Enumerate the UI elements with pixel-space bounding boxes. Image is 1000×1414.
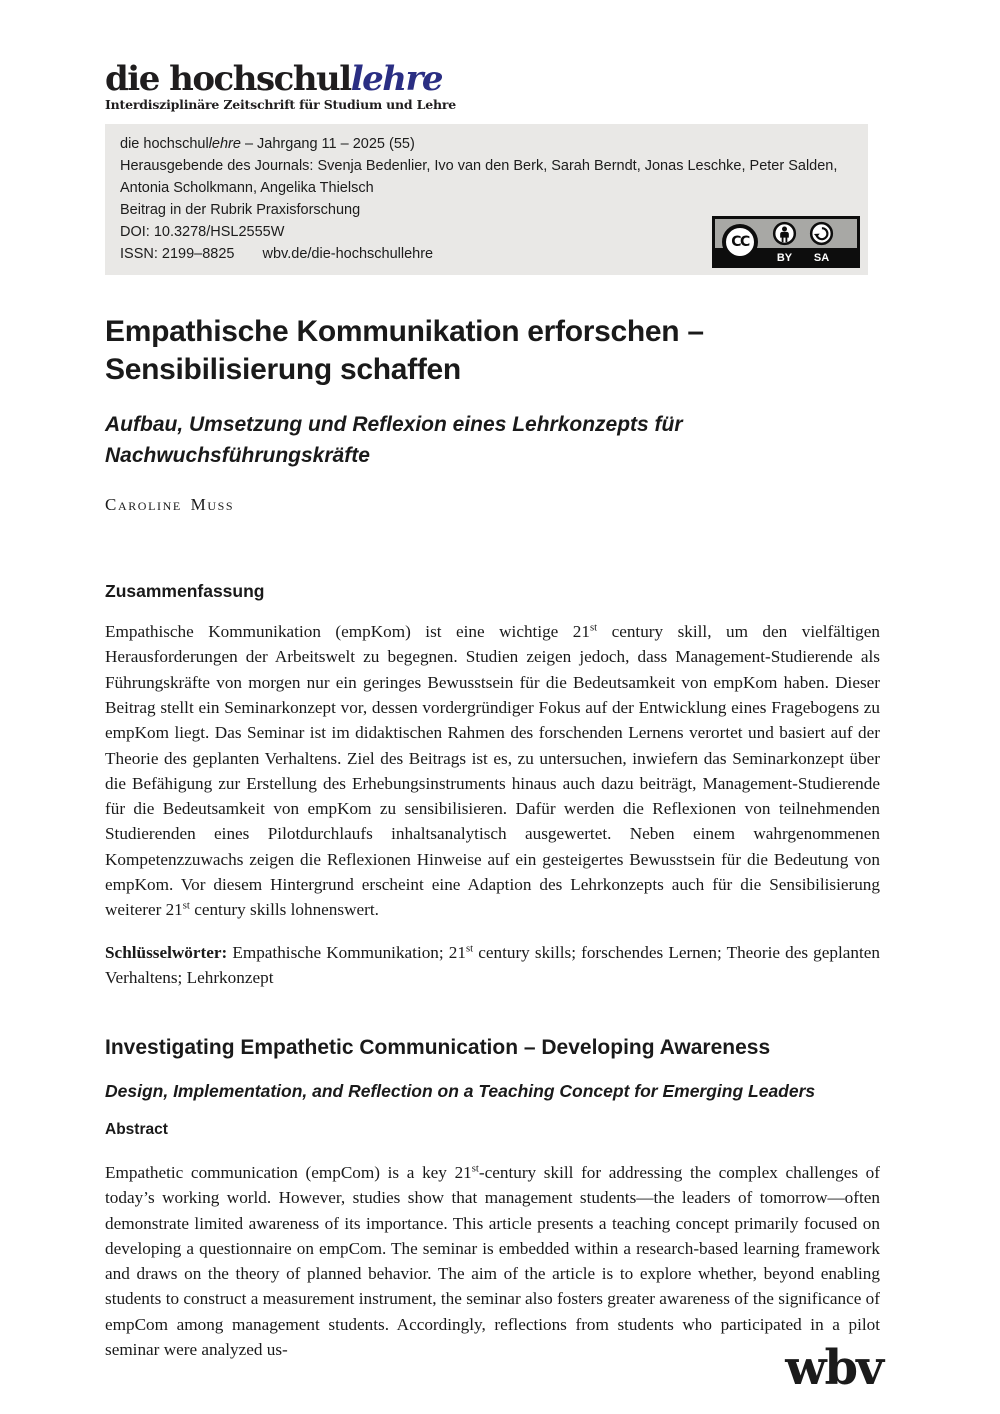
journal-editors-line: Herausgebende des Journals: Svenja Bedenlier, Ivo van den Berk, Sarah Berndt, Jonas Leschke, Peter Salden, Antonia Scholkmann, Angelika Thielsch [120, 157, 838, 196]
journal-logo [105, 59, 880, 99]
article-subtitle: Aufbau, Umsetzung und Reflexion eines Lehrkonzepts für Nachwuchsführungskräfte [105, 412, 683, 467]
wbv-publisher-logo: wbv [785, 1340, 882, 1396]
cc-icon: CC [722, 224, 758, 260]
article-title: Empathische Kommunikation erforschen – Sensibilisierung schaffen [105, 314, 704, 386]
english-title: Investigating Empathetic Communication – Developing Awareness [105, 1036, 771, 1060]
journal-logo-black: die hochschul [105, 59, 351, 99]
english-abstract-text: Empathetic communication (empCom) is a key 21st-century skill for addressing the complex challenges of today’s working world. However, studies show that management students—the leaders of tomorrow—often demonstrate limited awareness of its importance. This article presents a teaching concept primarily focused on developing a questionnaire on empCom. The seminar is embedded within a research-based learning framework and draws on the theory of planned behavior. The aim of the article is to explore whether, beyond enabling students to construct a measurement instrument, the seminar also fosters greater awareness of the significance of empCom among management students. Accordingly, reflections from students who participated in a pilot seminar were analyzed us- [105, 1162, 881, 1360]
cc-by-sa-license-badge[interactable] [712, 216, 860, 268]
journal-rubric-line: Beitrag in der Rubrik Praxisforschung [120, 201, 361, 218]
journal-doi-line: DOI: 10.3278/HSL2555W [120, 223, 285, 240]
attribution-person-icon [772, 221, 797, 246]
cc-sa-label: SA [813, 251, 830, 264]
journal-logo-subtitle: Interdisziplinäre Zeitschrift für Studium und Lehre [105, 97, 456, 112]
english-subtitle: Design, Implementation, and Reflection on a Teaching Concept for Emerging Leaders [105, 1080, 816, 1101]
journal-masthead [105, 59, 880, 112]
article-author: Caroline Muss [105, 494, 235, 514]
journal-logo-blue: lehre [350, 59, 442, 99]
journal-website-link[interactable]: wbv.de/die-hochschullehre [262, 245, 434, 262]
journal-info-box [105, 124, 868, 275]
journal-issue-line: die hochschullehre – Jahrgang 11 – 2025 (55) [120, 135, 415, 152]
cc-by-label: BY [776, 251, 793, 264]
issn-value: ISSN: 2199–8825 [120, 245, 235, 262]
share-alike-icon [809, 221, 834, 246]
german-abstract-text: Empathische Kommunikation (empKom) ist eine wichtige 21st century skill, um den vielfältigen Herausforderungen der Arbeitswelt zu begegnen. Studien zeigen jedoch, dass Management-Studierende als Führungskräfte von morgen nur ein geringes Bewusstsein für die Bedeutsamkeit von empKom haben. Dieser Beitrag stellt ein Seminarkonzept vor, dessen vordergründiger Fokus auf der Entwicklung eines Fragebogens zu empKom liegt. Das Seminar ist im didaktischen Rahmen des forschenden Lernens verortet und basiert auf der Theorie des geplanten Verhaltens. Ziel des Beitrags ist es, zu untersuchen, inwiefern das Seminarkonzept über die Befähigung zur Erstellung des Erhebungsinstruments hinaus auch dazu beiträgt, Management-Studierende für die Bedeutsamkeit von empKom zu sensibilisieren. Dafür werden die Reflexionen von teilnehmenden Studierenden eines Pilotdurchlaufs inhaltsanalytisch ausgewertet. Neben einem wahrgenommenen Kompetenzzuwachs zeigen die Reflexionen Hinweise auf ein gesteigertes Bewusstsein für die Bedeutung von empKom. Vor diesem Hintergrund erscheint eine Adaption des Lehrkonzepts auch für die Sensibilisierung weiterer 21st century skills lohnenswert. [105, 622, 880, 920]
german-abstract-heading: Zusammenfassung [105, 580, 265, 601]
german-keywords: Schlüsselwörter: Empathische Kommunikation; 21st century skills; forschendes Lernen; Theorie des geplanten Verhaltens; Lehrkonzept [105, 942, 880, 988]
english-abstract-heading: Abstract [105, 1121, 168, 1139]
